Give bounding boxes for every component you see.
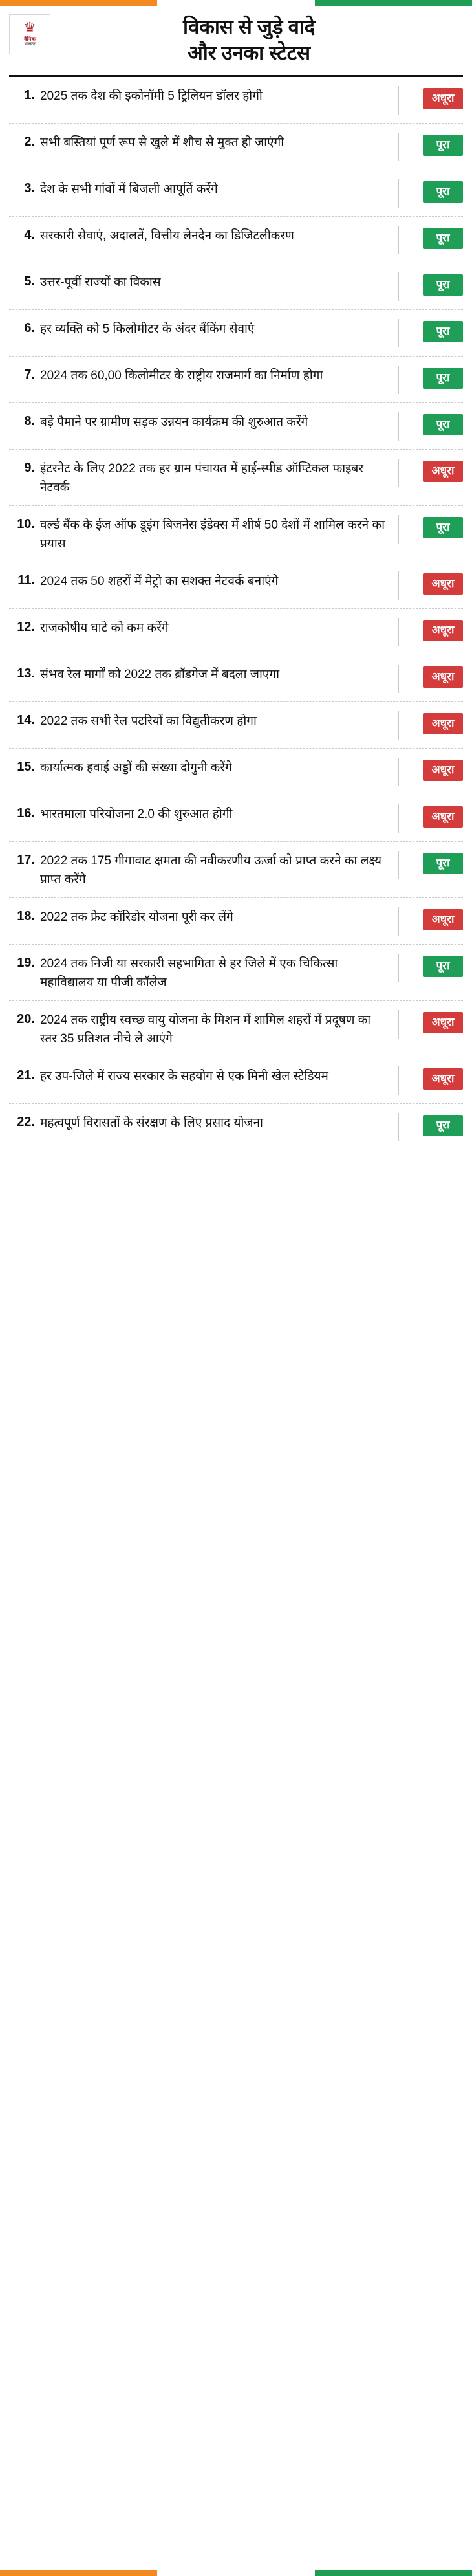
promises-list (0, 77, 472, 1150)
status-cell (398, 665, 463, 693)
status-badge: पूरा (423, 274, 463, 296)
status-badge: पूरा (423, 135, 463, 156)
item-number: 5. (24, 274, 35, 289)
status-badge: अधूरा (423, 88, 463, 109)
item-text: सभी बस्तियां पूर्ण रूप से खुले में शौच से मुक्त हो जाएंगी (40, 136, 284, 149)
status-badge: अधूरा (423, 1068, 463, 1090)
item-number: 7. (24, 368, 35, 382)
header (0, 6, 472, 70)
status-cell (398, 907, 463, 936)
list-item (9, 357, 463, 403)
item-text: 2022 तक फ्रेट कॉरिडोर योजना पूरी कर लेंगे (40, 910, 233, 924)
list-item (9, 310, 463, 357)
status-cell (398, 179, 463, 208)
item-text: उत्तर-पूर्वी राज्यों का विकास (40, 276, 161, 289)
item-number: 9. (24, 461, 35, 475)
item-number: 14. (17, 713, 35, 727)
status-badge: पूरा (423, 517, 463, 538)
item-number: 10. (17, 517, 35, 531)
item-text: देश के सभी गांवों में बिजली आपूर्ति करेंगे (40, 182, 218, 196)
item-number: 19. (17, 956, 35, 970)
item-text: राजकोषीय घाटे को कम करेंगे (40, 621, 169, 635)
status-badge: अधूरा (423, 461, 463, 482)
item-text: 2024 तक 60,00 किलोमीटर के राष्ट्रीय राजमार्ग का निर्माण होगा (40, 369, 323, 382)
item-number: 20. (17, 1012, 35, 1026)
status-cell (398, 133, 463, 161)
status-badge: अधूरा (423, 1012, 463, 1033)
status-cell (398, 86, 463, 115)
item-number: 8. (24, 414, 35, 428)
list-item (9, 702, 463, 749)
green-stripe (315, 2570, 472, 2576)
item-text: 2022 तक सभी रेल पटरियों का विद्युतीकरण होगा (40, 714, 257, 728)
list-item (9, 655, 463, 702)
status-cell (398, 1113, 463, 1141)
list-item (9, 124, 463, 170)
list-item (9, 562, 463, 609)
status-badge: पूरा (423, 181, 463, 203)
item-number: 13. (17, 666, 35, 681)
status-cell (398, 618, 463, 646)
item-number: 21. (17, 1068, 35, 1083)
item-number: 15. (17, 760, 35, 774)
item-number: 22. (17, 1115, 35, 1129)
status-badge: अधूरा (423, 573, 463, 595)
item-text: इंटरनेट के लिए 2022 तक हर ग्राम पंचायत में हाई-स्पीड ऑप्टिकल फाइबर नेटवर्क (40, 462, 364, 494)
item-number: 16. (17, 806, 35, 820)
item-text: हर व्यक्ति को 5 किलोमीटर के अंदर बैंकिंग सेवाएं (40, 322, 255, 336)
item-number: 12. (17, 620, 35, 634)
status-cell (398, 851, 463, 879)
status-badge: अधूरा (423, 666, 463, 688)
publisher-logo (9, 14, 50, 54)
status-badge: अधूरा (423, 620, 463, 641)
item-text: महत्वपूर्ण विरासतों के संरक्षण के लिए प्रसाद योजना (40, 1116, 263, 1130)
status-badge: अधूरा (423, 713, 463, 734)
item-text: 2022 तक 175 गीगावाट क्षमता की नवीकरणीय ऊर्जा को प्राप्त करने का लक्ष्य प्राप्त करेंगे (40, 854, 381, 886)
item-text: भारतमाला परियोजना 2.0 की शुरुआत होगी (40, 808, 233, 821)
item-number: 6. (24, 321, 35, 335)
list-item (9, 1104, 463, 1150)
item-number: 18. (17, 909, 35, 923)
status-badge: अधूरा (423, 806, 463, 828)
page-title (58, 14, 462, 66)
page-title-line2: और उनका स्टेटस (188, 41, 310, 64)
status-cell (398, 459, 463, 487)
item-text: सरकारी सेवाएं, अदालतें, वित्तीय लेनदेन का डिजिटलीकरण (40, 229, 294, 243)
list-item (9, 749, 463, 795)
list-item (9, 217, 463, 263)
status-cell (398, 319, 463, 347)
status-badge: पूरा (423, 956, 463, 977)
white-stripe (157, 2570, 314, 2576)
list-item (9, 945, 463, 1001)
white-stripe (157, 0, 314, 6)
status-badge: पूरा (423, 368, 463, 389)
item-number: 2. (24, 135, 35, 149)
item-text: वर्ल्ड बैंक के ईज ऑफ डूइंग बिजनेस इंडेक्स में शीर्ष 50 देशों में शामिल करने का प्रयास (40, 518, 385, 551)
green-stripe (315, 0, 472, 6)
item-text: संभव रेल मार्गों को 2022 तक ब्रॉडगेज में बदला जाएगा (40, 668, 280, 681)
status-cell (398, 366, 463, 394)
status-cell (398, 711, 463, 740)
list-item (9, 795, 463, 842)
bottom-tricolor-bar (0, 2570, 472, 2576)
saffron-stripe (0, 0, 157, 6)
status-cell (398, 804, 463, 833)
status-badge: पूरा (423, 228, 463, 249)
ashoka-emblem-icon: ♛ (23, 19, 36, 36)
status-badge: पूरा (423, 1115, 463, 1136)
status-cell (398, 954, 463, 982)
item-text: 2024 तक 50 शहरों में मेट्रो का सशक्त नेटवर्क बनाएंगे (40, 575, 279, 588)
item-text: 2025 तक देश की इकोनॉमी 5 ट्रिलियन डॉलर होगी (40, 89, 263, 103)
status-badge: पूरा (423, 414, 463, 435)
page-title-line1: विकास से जुड़े वादे (183, 16, 315, 38)
item-number: 11. (17, 573, 35, 588)
top-tricolor-bar (0, 0, 472, 6)
status-badge: अधूरा (423, 909, 463, 930)
publisher-subname: भास्कर (24, 42, 36, 47)
list-item (9, 403, 463, 450)
status-cell (398, 1066, 463, 1095)
item-number: 4. (24, 228, 35, 242)
list-item (9, 170, 463, 217)
status-cell (398, 226, 463, 254)
list-item (9, 1001, 463, 1057)
status-badge: पूरा (423, 853, 463, 874)
status-cell (398, 1010, 463, 1039)
status-cell (398, 272, 463, 301)
item-text: 2024 तक निजी या सरकारी सहभागिता से हर जिले में एक चिकित्सा महाविद्यालय या पीजी कॉलेज (40, 957, 338, 989)
item-text: 2024 तक राष्ट्रीय स्वच्छ वायु योजना के मिशन में शामिल शहरों में प्रदूषण का स्तर 35 प्रतिशत नीचे ले आएंगे (40, 1013, 371, 1046)
publisher-name: दैनिक (24, 36, 36, 42)
item-text: बड़े पैमाने पर ग्रामीण सड़क उन्नयन कार्यक्रम की शुरुआत करेंगे (40, 415, 308, 429)
list-item (9, 1057, 463, 1104)
status-cell (398, 515, 463, 544)
status-badge: पूरा (423, 321, 463, 342)
item-number: 17. (17, 853, 35, 867)
list-item (9, 263, 463, 310)
list-item (9, 506, 463, 562)
item-number: 1. (24, 88, 35, 102)
status-badge: अधूरा (423, 760, 463, 781)
status-cell (398, 412, 463, 441)
item-number: 3. (24, 181, 35, 195)
status-cell (398, 571, 463, 600)
list-item (9, 898, 463, 945)
list-item (9, 609, 463, 655)
list-item (9, 77, 463, 124)
list-item (9, 450, 463, 506)
status-cell (398, 758, 463, 786)
saffron-stripe (0, 2570, 157, 2576)
item-text: कार्यात्मक हवाई अड्डों की संख्या दोगुनी करेंगे (40, 761, 232, 775)
list-item (9, 842, 463, 898)
item-text: हर उप-जिले में राज्य सरकार के सहयोग से एक मिनी खेल स्टेडियम (40, 1070, 328, 1083)
